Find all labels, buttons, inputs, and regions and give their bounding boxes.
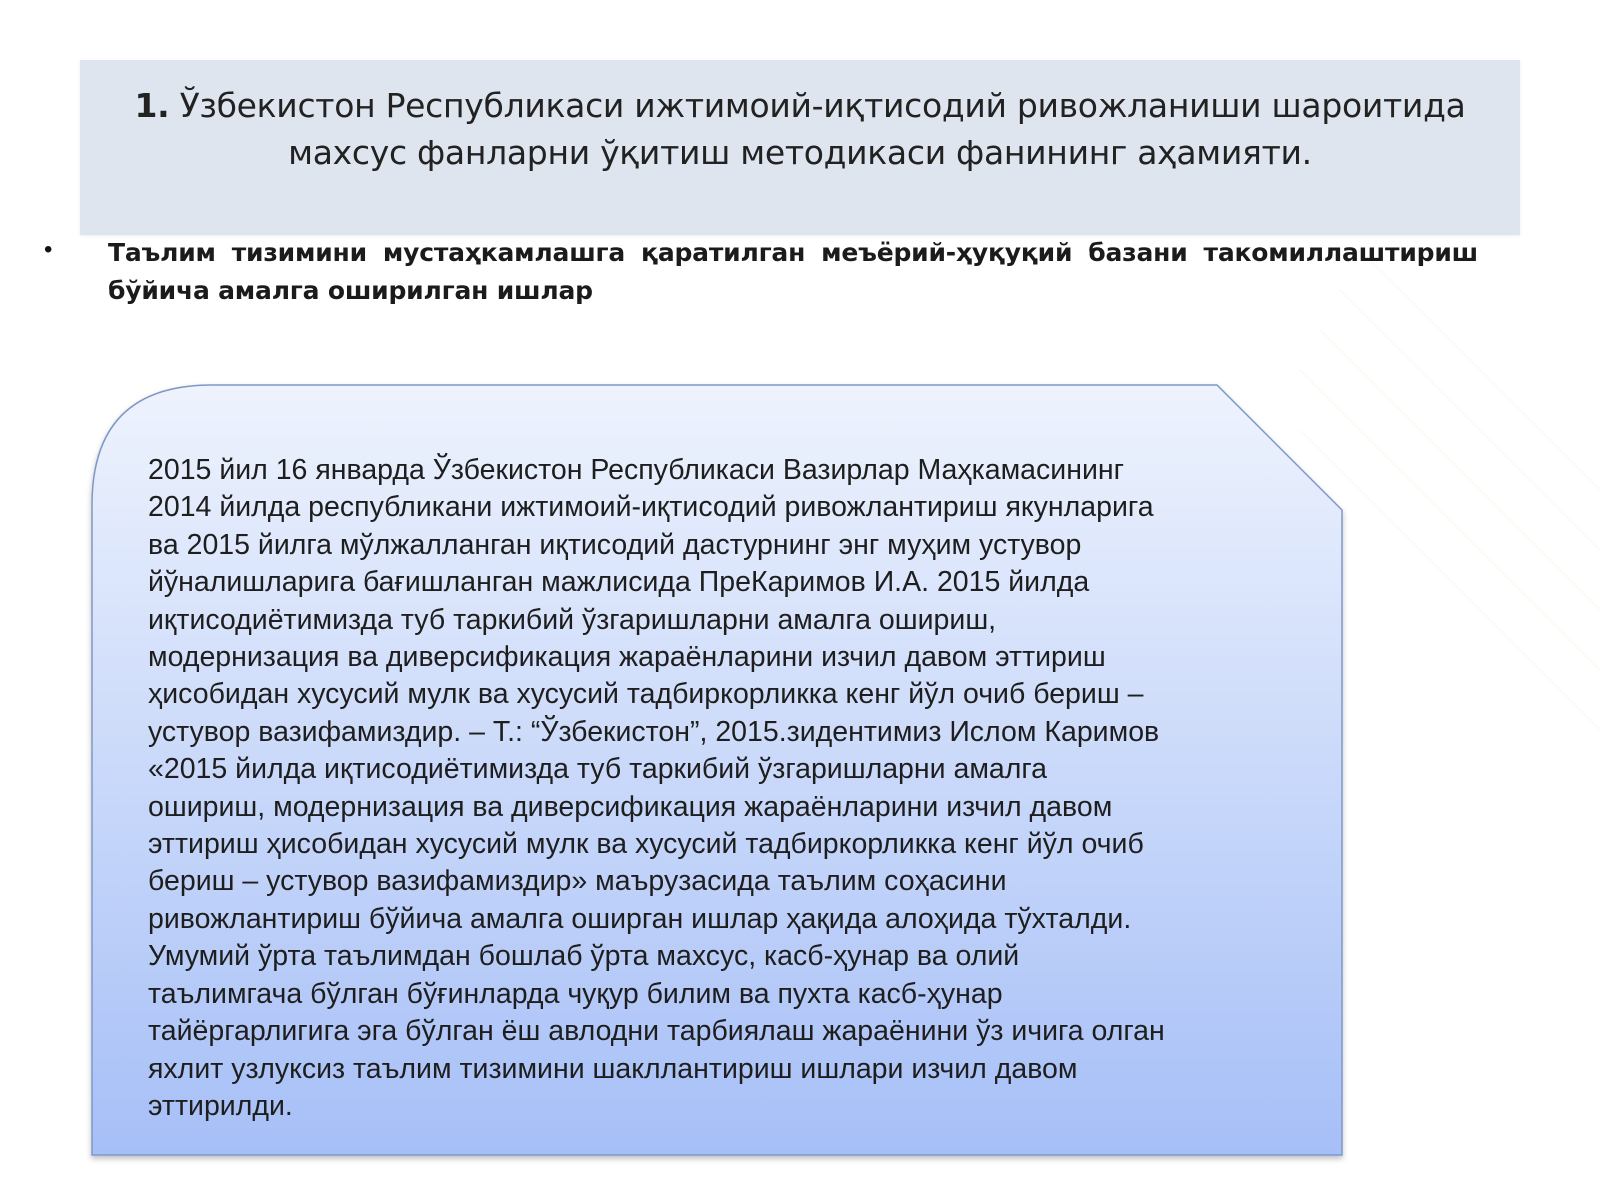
content-card xyxy=(92,385,1342,1155)
title-text-part-1: Ўзбекистон Республикаси ижтимоий-иқтисодий ривожланиши шароитида xyxy=(169,86,1466,125)
bullet-text: Таълим тизимини мустаҳкамлашга қаратилган меъёрий-ҳуқуқий базани такомиллаштириш бўйича амалга оширилган ишлар xyxy=(108,238,1478,305)
slide-title-line-1 xyxy=(120,82,1480,129)
slide-title-line-2: махсус фанларни ўқитиш методикаси фанининг аҳамияти. xyxy=(288,133,1312,172)
title-number: 1. xyxy=(134,86,170,125)
background-decoration xyxy=(1300,250,1600,850)
card-body-text: 2015 йил 16 январда Ўзбекистон Республикаси Вазирлар Маҳкамасининг 2014 йилда республикани ижтимоий-иқтисодий ривожлантириш якунларига ва 2015 йилга мўлжалланган иқтисодий дастурнинг энг муҳим устувор йўналишларига бағишланган мажлисида ПреКаримов И.А. 2015 йилда иқтисодиётимизда туб таркибий ўзгаришларни амалга ошириш, модернизация ва диверсификация жараёнларини изчил давом эттириш ҳисобидан хусусий мулк ва хусусий тадбиркорликка кенг йўл очиб бериш – устувор вазифамиздир. – Т.: “Ўзбекистон”, 2015.зидентимиз Ислом Каримов «2015 йилда иқтисодиётимизда туб таркибий ўзгаришларни амалга ошириш, модернизация ва диверсификация жараёнларини изчил давом эттириш ҳисобидан хусусий мулк ва хусусий тадбиркорликка кенг йўл очиб бериш – устувор вазифамиздир» маърузасида таълим соҳасини ривожлантириш бўйича амалга оширган ишлар ҳақида алоҳида тўхталди. Умумий ўрта таълимдан бошлаб ўрта махсус, касб-ҳунар ва олий таълимгача бўлган бўғинларда чуқур билим ва пухта касб-ҳунар тайёргарлигига эга бўлган ёш авлодни тарбиялаш жараёнини ўз ичига олган яхлит узлуксиз таълим тизимини шакллантириш ишлари изчил давом эттирилди. xyxy=(148,454,1165,1122)
bullet-marker: • xyxy=(44,236,53,263)
slide-title-box xyxy=(80,60,1520,235)
